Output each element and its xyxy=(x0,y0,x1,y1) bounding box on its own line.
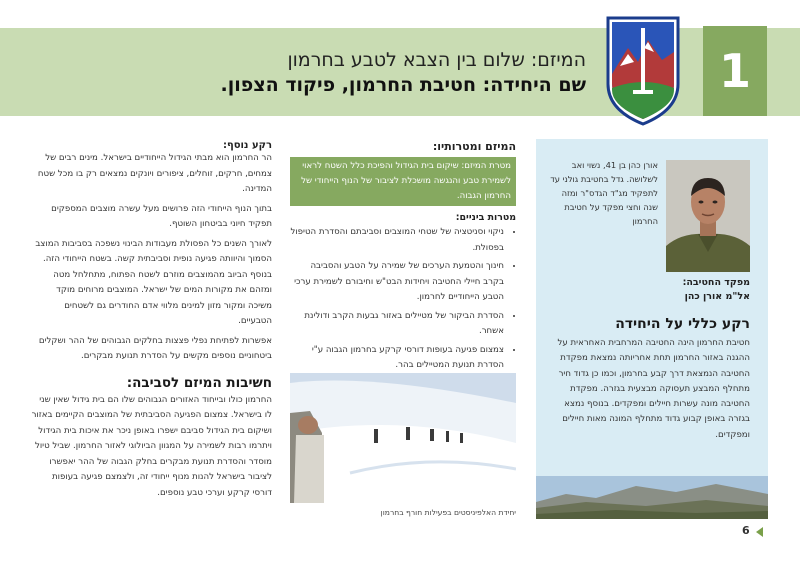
interim-goals-heading: מטרות ביניים: xyxy=(455,212,516,223)
chapter-number: 1 xyxy=(703,26,767,116)
alpinist-unit-photo xyxy=(290,373,516,503)
background-paragraph: אפשרות לפתיחת נפלי פצצות בחלקים הגבוהים של ההר ושקלים ביטחוניים נוספים מקשים על הסדרת תנועת מבקרים. xyxy=(38,335,272,361)
unit-background-text: חטיבת החרמון הינה החטיבה המרחבית האחראית על ההגנה באזור החרמון תחת אחריותה נמצאת מפקדת החטיבה הנמצאת דרך קבע בחרמון, וכמו כן גדוד חיר מתחלף המבצע תעסוקה מבצעית בגזרה. מפקדת החטיבה מונה עשרות חיילים ומפקדים. בנוסף נמצא בגזרה באופן קבוע גדוד מתחלף המונה מאות חיילים ומפקדים. xyxy=(557,338,750,440)
list-item: • חינוך והטמעת הערכים של שמירה על הטבע והסביבה בקרב חיילי החטיבה ויחידות הבט"ש וחיבורם לשמירת ערכי הטבע הייחודיים לחרמון. xyxy=(290,259,504,306)
list-item: • צמצום פגיעה בעופות דורסי קרקע בחרמון הגבוה ע"י הסדרת תנועת המטיילים בהר. xyxy=(290,343,504,374)
project-title: המיזם: שלום בין הצבא לטבע בחרמון xyxy=(287,49,586,71)
background-paragraph: בתוך הנוף הייחודי הזה פרושים מעל עשרה מוצבים המספקים תפקיד חיוני בביטחון השוטף. xyxy=(51,203,272,229)
header-titles xyxy=(186,48,586,98)
commander-bio: אורן כהן בן 41, נשוי ואב לשלושה. גדל בחטיבת גולני עד לתפקיד מג"ד הגדס"ר ומזה שנה וחצי מפקד על חטיבת החרמון xyxy=(550,160,658,226)
environment-text: החרמון כולו ובייחוד האזורים הגבוהים שלו הם בית גידול שאין שני לו בישראל. צמצום הפגיעה הסביבתית של המוצבים הקיימים באזור ושיקום בית הגידול סביבם ישפרו באופן ניכר את איכות בית הגידול ויתרמו רבות לשמירה על המגוון הביולוגי לאזור החרמון. שביל טיול מוסדר והסדרת תנועת מבקרים בחלק הגבוה של ההר יאפשרו לציבור בישראל להנות מנוף ייחודי זה, ולצמצם פגיעה בעופות דורסי קרקע וערכי טבע נוספים. xyxy=(31,394,272,498)
commander-name: אל"מ אורן כהן xyxy=(684,291,750,302)
unit-title: שם היחידה: חטיבת החרמון, פיקוד הצפון. xyxy=(220,74,586,96)
background-paragraph: לאורך השנים כל הפסולת מעבודות הבינוי נשפכה בסביבות המוצב הסמוך והיוותה פגיעה נופית וסביבתית קשה. בשטח הייחודי הזה. בנוסף הביוב מהמוצבים מוזרם לשטח הפתוח, מתחלחל מטה ומזהם את מקורות המים של ישראל. המוצבים מרוחים מוקד משיכה ומקור מזון למינים מלווי אדם החודרים גם לשטחים הטבעיים. xyxy=(35,238,272,326)
project-goals-heading: המיזם ומטרותיו: xyxy=(432,140,516,153)
main-goal-box: מטרת המיזם: שיקום בית הגידול והפיכת כלל השטח לראוי לשמירת טבע והנגשה מושכלת לציבור של הנוף הייחודי של החרמון הגבוה. xyxy=(290,157,516,206)
list-item: • הסדרת הביקור של מטיילים באזור גבעות הקרב ודולינת אשחר. xyxy=(290,309,504,340)
hermon-landscape-photo xyxy=(536,476,768,519)
commander-portrait xyxy=(666,160,750,272)
extra-background-heading: רקע נוסף: xyxy=(222,140,272,151)
page-number: 6 xyxy=(742,524,750,537)
project-goals-section xyxy=(290,140,516,377)
commander-label: מפקד החטיבה: xyxy=(682,277,750,288)
unit-emblem xyxy=(604,14,682,126)
background-paragraph: הר החרמון הוא מבתי הגידול הייחודיים בישראל. מינים רבים של צמחים, חרקים, זוחלים, ציפורים ויונקים נמצאים רק בו מכל שטח המדינה. xyxy=(37,153,272,194)
page-arrow-icon xyxy=(756,527,763,537)
interim-goals-list xyxy=(290,225,516,374)
photo-caption: יחידת האלפיניסטים בפעילות חורף בחרמון xyxy=(380,508,516,517)
commander-caption xyxy=(610,276,750,304)
environment-heading: חשיבות המיזם לסביבה: xyxy=(126,374,272,391)
extra-background-section xyxy=(30,140,272,505)
list-item: • ניקוי וסניטציה של שטחי המוצבים וסביבתם והסדרת הטיפול בפסולת. xyxy=(290,225,504,256)
unit-background-title: רקע כללי על היחידה xyxy=(615,316,750,332)
